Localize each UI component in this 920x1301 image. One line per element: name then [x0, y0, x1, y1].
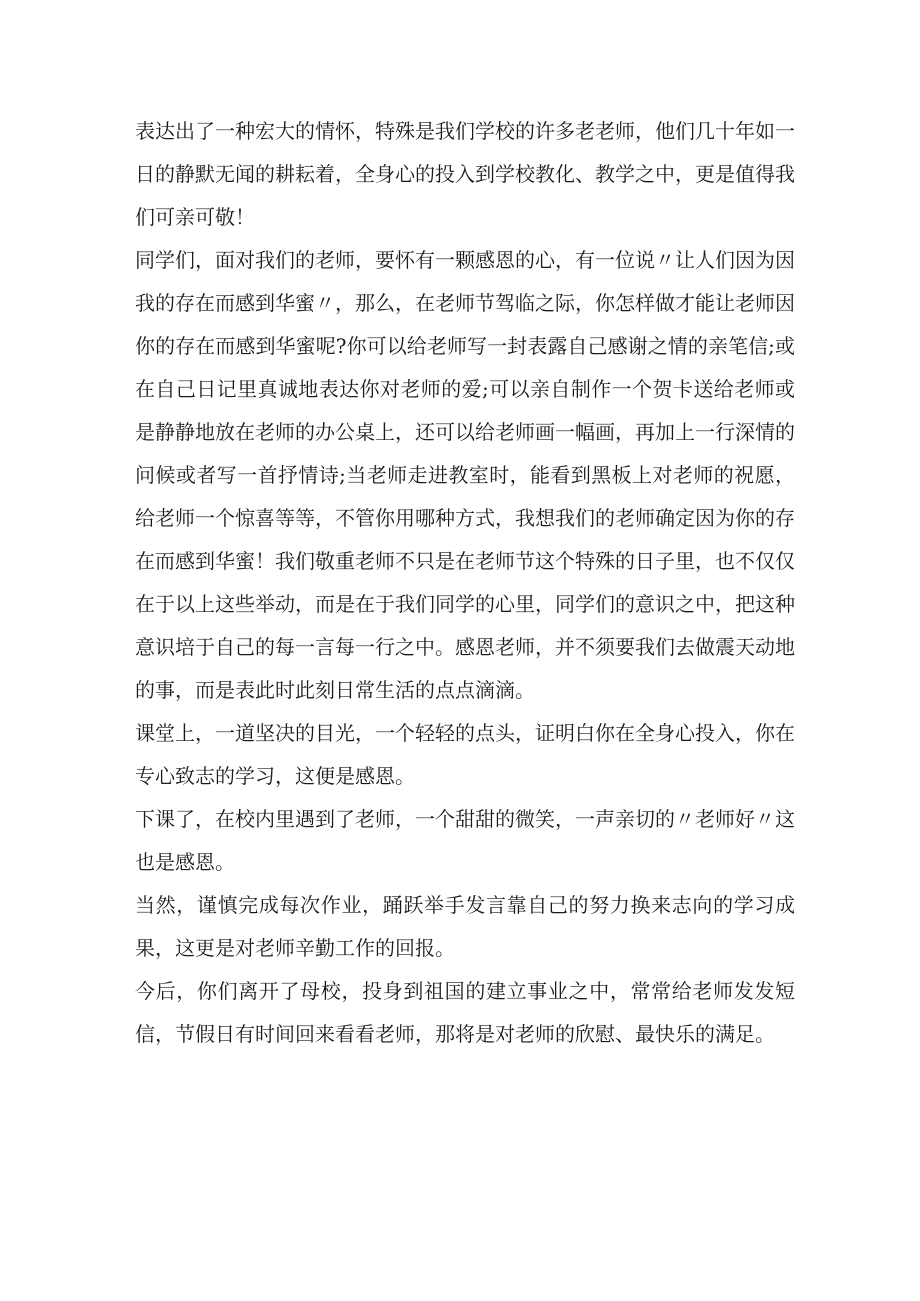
document-body	[135, 110, 795, 1056]
paragraph: 下课了，在校内里遇到了老师，一个甜甜的微笑，一声亲切的〃老师好〃这也是感恩。	[135, 807, 795, 874]
paragraph: 今后，你们离开了母校，投身到祖国的建立事业之中，常常给老师发发短信，节假日有时间回来看看老师，那将是对老师的欣慰、最快乐的满足。	[135, 979, 795, 1046]
paragraph: 表达出了一种宏大的情怀，特殊是我们学校的许多老老师，他们几十年如一日的静默无闻的耕耘着，全身心的投入到学校教化、教学之中，更是值得我们可亲可敬！	[135, 119, 795, 229]
paragraph: 同学们，面对我们的老师，要怀有一颗感恩的心，有一位说〃让人们因为因我的存在而感到华蜜〃，那么，在老师节驾临之际，你怎样做才能让老师因你的存在而感到华蜜呢?你可以给老师写一封表露自己感谢之情的亲笔信;或在自己日记里真诚地表达你对老师的爱;可以亲自制作一个贺卡送给老师或是静静地放在老师的办公桌上，还可以给老师画一幅画，再加上一行深情的问候或者写一首抒情诗;当老师走进教室时，能看到黑板上对老师的祝愿，给老师一个惊喜等等，不管你用哪种方式，我想我们的老师确定因为你的存在而感到华蜜！我们敬重老师不只是在老师节这个特殊的日子里，也不仅仅在于以上这些举动，而是在于我们同学的心里，同学们的意识之中，把这种意识培于自己的每一言每一行之中。感恩老师，并不须要我们去做震天动地的事，而是表此时此刻日常生活的点点滴滴。	[135, 248, 795, 702]
paragraph: 当然，谨慎完成每次作业，踊跃举手发言靠自己的努力换来志向的学习成果，这更是对老师辛勤工作的回报。	[135, 893, 795, 960]
paragraph: 课堂上，一道坚决的目光，一个轻轻的点头，证明白你在全身心投入，你在专心致志的学习，这便是感恩。	[135, 721, 795, 788]
